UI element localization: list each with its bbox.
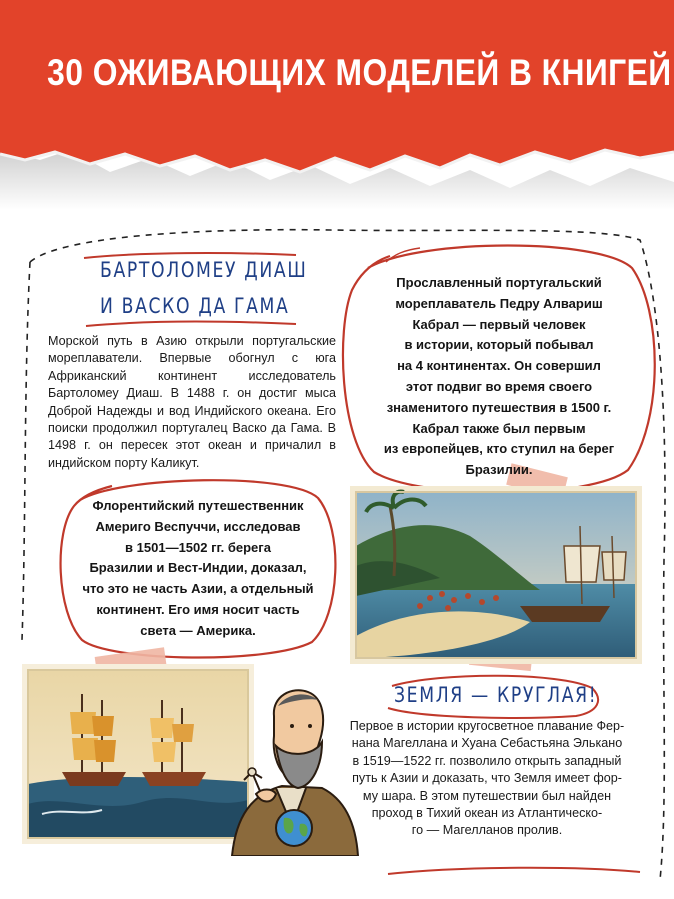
section2-line: го — Магелланов пролив. [411, 823, 563, 838]
bubble-cabral-line: этот подвиг во время своего [405, 378, 593, 394]
section2-line: путь к Азии и доказать, что Земля имеет фор- [352, 771, 622, 786]
bubble-vespucci-line: континент. Его имя носит часть [96, 601, 300, 617]
painting-cabral-landing-image [350, 486, 642, 664]
section2-paragraph [334, 718, 640, 840]
bubble-cabral-line: из европейцев, кто ступил на берег [383, 441, 615, 457]
bubble-cabral-line: знаменитого путешествия в 1500 г. [386, 399, 612, 415]
bubble-vespucci-line: Бразилии и Вест-Индии, доказал, [89, 560, 307, 576]
bubble-cabral-line: Кабрал — первый человек [412, 316, 586, 332]
navigator-with-globe-icon [222, 676, 362, 856]
bubble-vespucci-text [80, 496, 316, 642]
bubble-cabral-line: на 4 континентах. Он совершил [397, 358, 601, 374]
section2-line: нана Магеллана и Хуана Себастьяна Элькано [351, 736, 623, 751]
bottom-underline [388, 868, 640, 874]
page-title: 30 ОЖИВАЮЩИХ МОДЕЛЕЙ В КНИГЕЙ [47, 52, 672, 93]
bubble-cabral-line: мореплаватель Педру Алвариш [395, 295, 603, 311]
heading-underline-bottom [86, 322, 296, 326]
painting-cabral-landing [350, 486, 642, 664]
bubble-vespucci-line: света — Америка. [140, 622, 256, 638]
bubble-cabral-line: Прославленный португальский [396, 275, 602, 290]
bubble-cabral-line: в истории, который побывал [404, 337, 594, 353]
bubble-vespucci-line: в 1501—1502 гг. берега [125, 539, 271, 555]
painting-ships [22, 664, 254, 844]
painting-ships-image [22, 664, 254, 844]
bubble-vespucci-line: Флорентийский путешественник [92, 498, 304, 513]
section-heading-line2: И ВАСКО ДА ГАМА [100, 294, 290, 318]
section2-line: му шара. В этом путешествии был найден [362, 788, 612, 803]
bubble-cabral-line: Бразилии. [465, 462, 533, 478]
section1-paragraph: Морской путь в Азию открыли португальские мореплаватели. Впервые обогнул с юга Африканский континент исследователь Бартоломеу Диаш. В 1488 г. он достиг мыса Доброй Надежды и вод Индийского океана. Его поиски продолжил португалец Васко да Гама. В 1498 г. он пересек этот океан и причалил в индийском порту Каликут. [48, 334, 336, 470]
section2-heading: ЗЕМЛЯ — КРУГЛАЯ! [394, 683, 598, 707]
navigator-illustration [222, 676, 362, 856]
bubble-cabral-text [372, 273, 626, 481]
section-heading-line1: БАРТОЛОМЕУ ДИАШ [100, 258, 308, 282]
bubble-vespucci-line: Америго Веспуччи, исследовав [95, 518, 301, 534]
bubble-cabral-line: Кабрал также был первым [412, 420, 586, 436]
section2-line: в 1519—1522 гг. позволило открыть западный [352, 753, 622, 768]
bubble-vespucci-line: что это не часть Азии, а отдельный [82, 581, 314, 597]
section2-line: проход в Тихий океан из Атлантическо- [371, 806, 603, 821]
dashed-border-left [22, 262, 30, 640]
section2-line: Первое в истории кругосветное плавание Фер- [349, 719, 625, 733]
